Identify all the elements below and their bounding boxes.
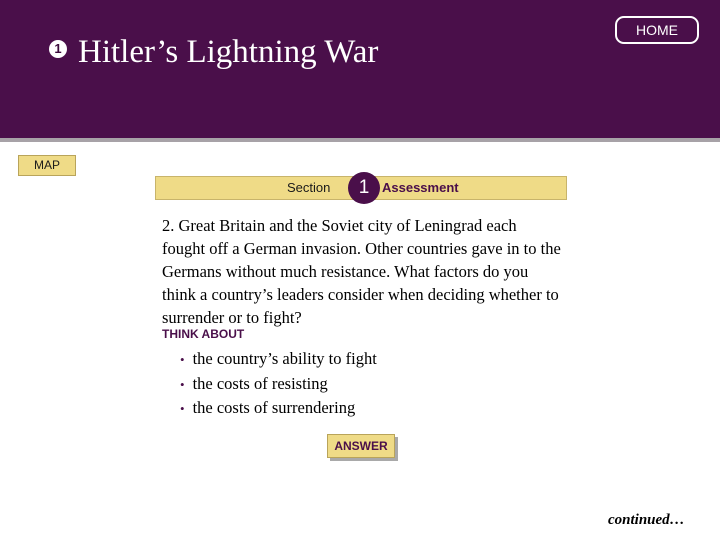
page-title: Hitler’s Lightning War	[78, 34, 379, 70]
section-number-badge: 1	[49, 40, 67, 58]
bullet-icon: •	[180, 352, 185, 367]
question-text: 2. Great Britain and the Soviet city of Leningrad each fought off a German invasion. Other countries gave in to the Germans without much resistance. What factors do you think a country’s leaders consider when deciding whether to surrender or to fight?	[162, 216, 561, 327]
list-item	[180, 396, 377, 421]
assessment-label: Assessment	[382, 180, 459, 195]
list-item	[180, 372, 377, 397]
answer-button[interactable]: ANSWER	[327, 434, 395, 458]
section-label: Section	[287, 180, 331, 195]
list-item-text: the costs of surrendering	[192, 398, 356, 417]
section-assessment-bar	[155, 176, 567, 200]
header-divider	[0, 138, 720, 142]
continued-link[interactable]: continued…	[608, 512, 685, 528]
bullet-icon: •	[180, 401, 185, 416]
home-button[interactable]: HOME	[615, 16, 699, 44]
list-item-text: the country’s ability to fight	[192, 349, 377, 368]
think-about-list	[180, 347, 377, 421]
list-item	[180, 347, 377, 372]
map-button[interactable]: MAP	[18, 155, 76, 176]
think-about-label: THINK ABOUT	[162, 327, 245, 341]
section-number-circle: 1	[348, 172, 380, 204]
list-item-text: the costs of resisting	[192, 373, 328, 393]
bullet-icon: •	[180, 376, 185, 392]
